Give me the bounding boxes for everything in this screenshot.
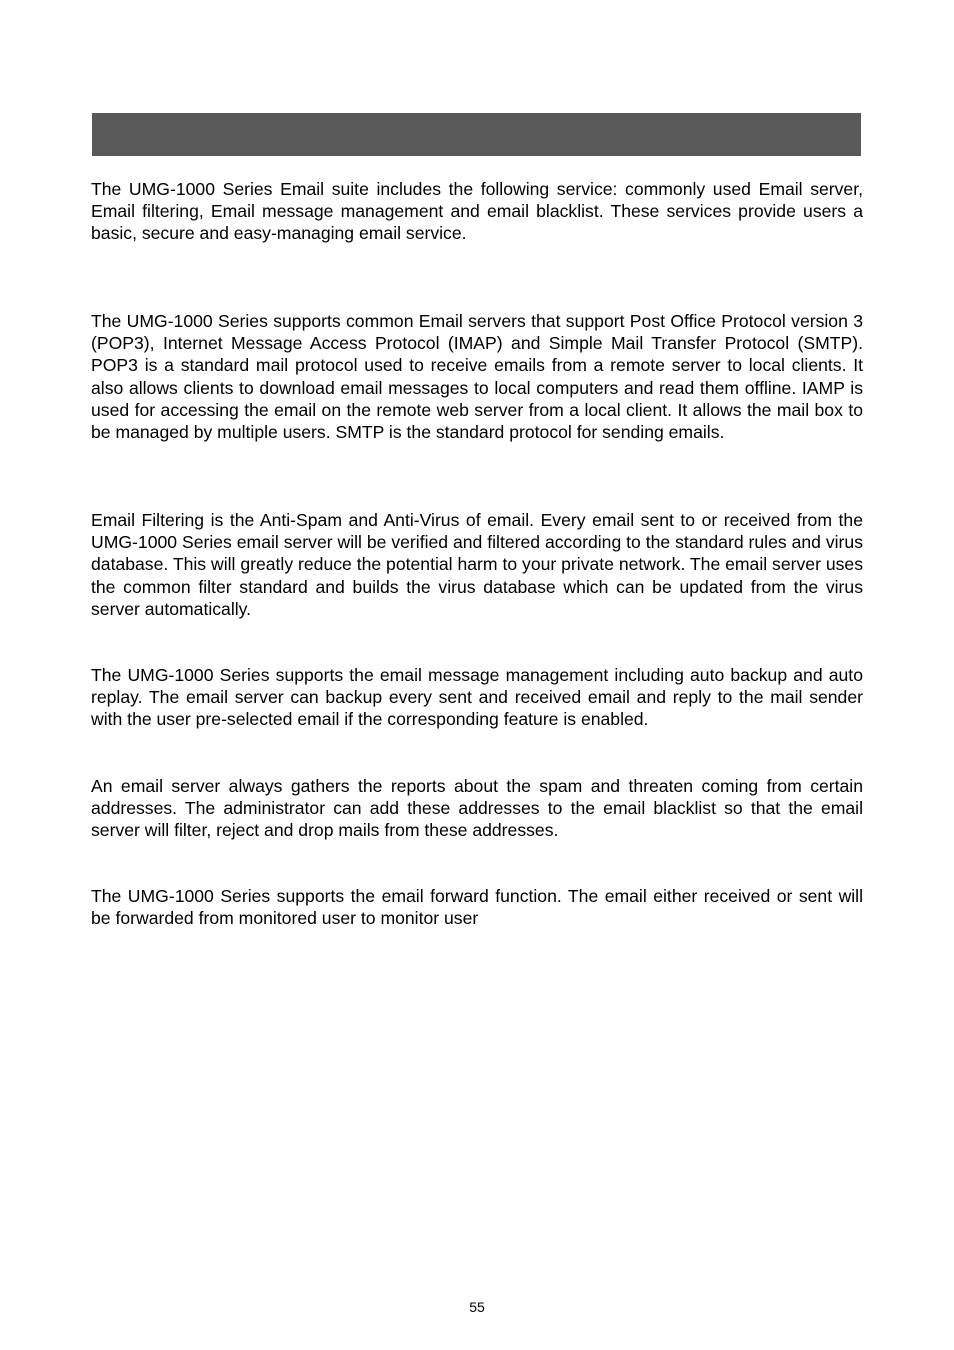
page-number: 55 — [469, 1299, 485, 1315]
email-blacklist-paragraph: An email server always gathers the reports about the spam and threaten coming from certain addresses. The administrator can add these addresses to the email blacklist so that the email server will filter, reject and drop mails from these addresses. — [91, 776, 863, 841]
email-forward-paragraph: The UMG-1000 Series supports the email forward function. The email either received or sent will be forwarded from monitored user to monitor user — [91, 886, 863, 929]
email-server-paragraph: The UMG-1000 Series supports common Email servers that support Post Office Protocol version 3 (POP3), Internet Message Access Protocol (IMAP) and Simple Mail Transfer Protocol (SMTP). POP3 is a standard mail protocol used to receive emails from a remote server to local clients. It also allows clients to download email messages to local computers and read them offline. IAMP is used for accessing the email on the remote web server from a local client. It allows the mail box to be managed by multiple users. SMTP is the standard protocol for sending emails. — [91, 311, 863, 443]
intro-paragraph: The UMG-1000 Series Email suite includes the following service: commonly used Email server, Email filtering, Email message management and email blacklist. These services provide users a basic, secure and easy-managing email service. — [91, 179, 863, 244]
message-management-paragraph: The UMG-1000 Series supports the email message management including auto backup and auto replay. The email server can backup every sent and received email and reply to the mail sender with the user pre-selected email if the corresponding feature is enabled. — [91, 665, 863, 730]
section-header-bar — [92, 113, 861, 156]
email-filtering-paragraph: Email Filtering is the Anti-Spam and Anti-Virus of email. Every email sent to or received from the UMG-1000 Series email server will be verified and filtered according to the standard rules and virus database. This will greatly reduce the potential harm to your private network. The email server uses the common filter standard and builds the virus database which can be updated from the virus server automatically. — [91, 510, 863, 619]
